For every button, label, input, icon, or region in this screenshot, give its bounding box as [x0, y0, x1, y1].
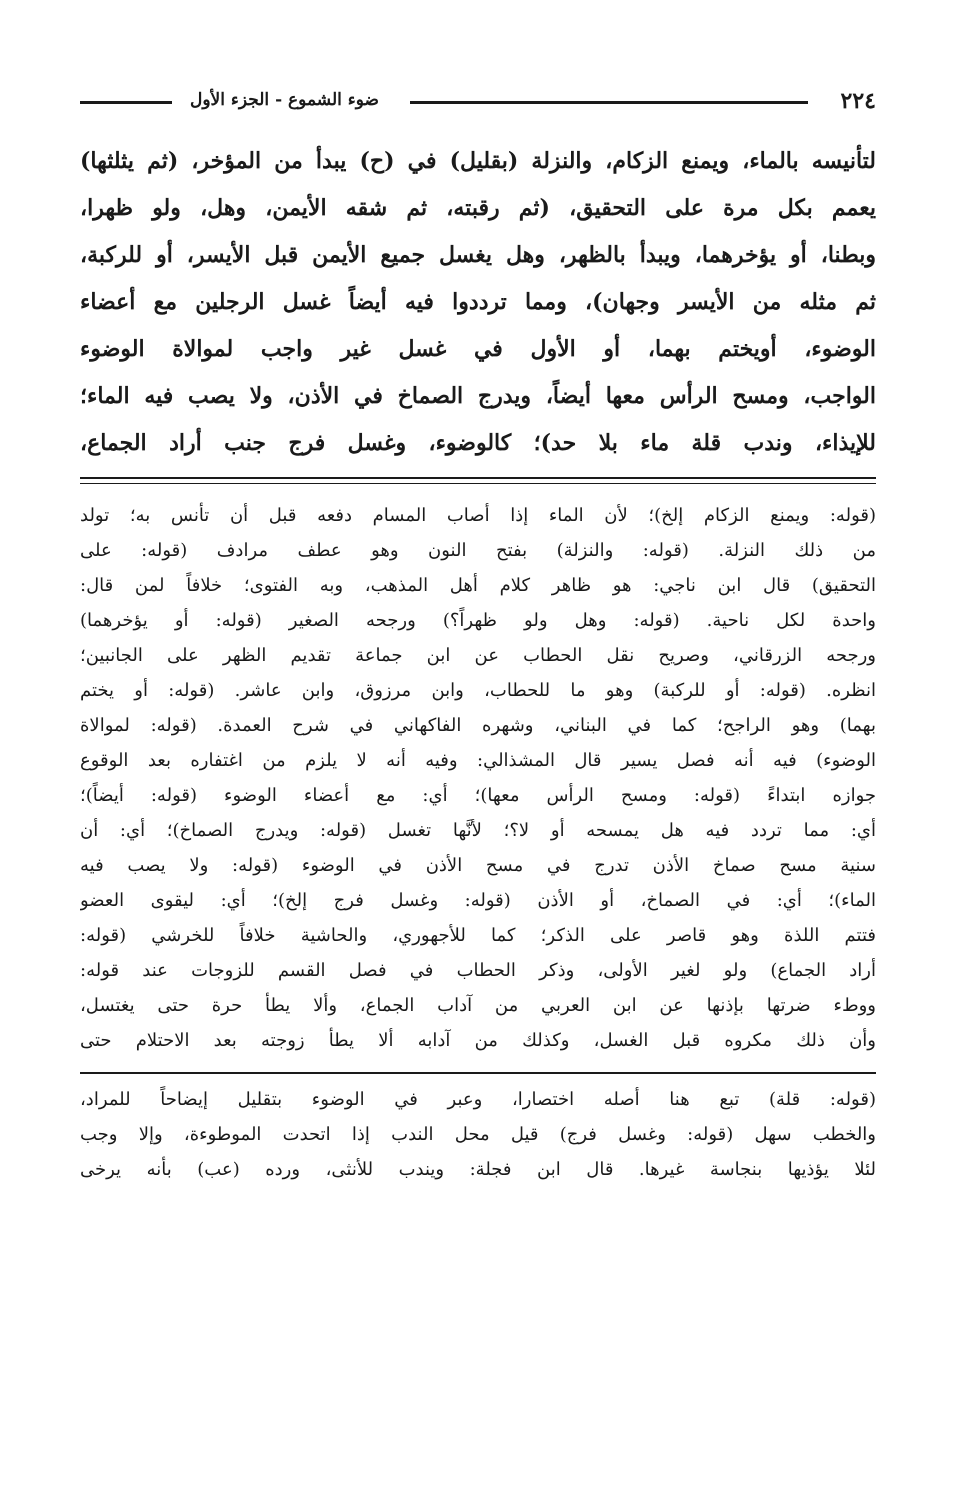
- commentary-line: فتتم اللذة وهو قاصر على الذكر؛ كما للأجهوري، والحاشية خلافاً للخرشي (قوله:: [80, 925, 876, 946]
- main-line: الواجب، ومسح الرأس معها أيضاً، ويدرج الصماخ في الأذن، ولا يصب فيه الماء؛: [80, 383, 876, 409]
- main-line: يعمم بكل مرة على التحقيق، (ثم رقبته، ثم شقه الأيمن، وهل، ولو ظهرا،: [80, 195, 876, 221]
- double-separator: [80, 477, 876, 484]
- main-line: للإيذاء، وندب قلة ماء بلا حد)؛ كالوضوء، وغسل فرج جنب أراد الجماع،: [80, 430, 876, 456]
- main-line: الوضوء، أويختم بهما، أو الأول في غسل غير واجب لموالاة الوضوء: [80, 336, 876, 362]
- main-line: ثم مثله من الأيسر وجهان)، ومما ترددوا فيه أيضاً غسل الرجلين مع أعضاء: [80, 289, 876, 315]
- main-line: لتأنيسه بالماء، ويمنع الزكام، والنزلة (بقليل) في (ح) يبدأ من المؤخر، (ثم يثلثها): [80, 148, 876, 174]
- commentary-line: ورجحه الزرقاني، وصريح نقل الحطاب عن ابن جماعة تقديم الظهر على الجانبين؛: [80, 645, 876, 666]
- commentary-line: أراد الجماع) ولو لغير الأولى، وذكر الحطاب في فصل القسم للزوجات عند قوله:: [80, 960, 876, 981]
- commentary-line: الماء)؛ أي: في الصماخ، أو الأذن (قوله: وغسل فرج إلخ)؛ أي: ليقوى العضو: [80, 890, 876, 911]
- commentary-line: سنية مسح صماخ الأذن تدرج في مسح الأذن في الوضوء (قوله: ولا يصب فيه: [80, 855, 876, 876]
- header-rule: [410, 101, 808, 104]
- page-header: [80, 82, 876, 122]
- running-title: ضوء الشموع - الجزء الأول: [190, 90, 379, 110]
- commentary-line: من ذلك النزلة. (قوله: والنزلة) بفتح النون وهو عطف مرادف (قوله: على: [80, 540, 876, 561]
- commentary-line: الوضوء) فيه أنه فصل يسير قال المشذالي: وفيه أنه لا يلزم من اغتفاره بعد الوقوع: [80, 750, 876, 771]
- main-text: [80, 138, 876, 467]
- footnote-line: (قوله: قلة) تبع هنا أصله اختصارا، وعبر في الوضوء بتقليل إيضاحاً للمراد،: [80, 1089, 876, 1110]
- commentary-line: وأن ذلك مكروه قبل الغسل، وكذلك من آدابه ألا يطأ زوجته بعد الاحتلام حتى: [80, 1030, 876, 1051]
- footnote-separator: [80, 1072, 876, 1074]
- page-number: ٢٢٤: [840, 88, 876, 114]
- commentary-line: انظره. (قوله: أو للركبة) وهو ما للحطاب، وابن مرزوق، وابن عاشر. (قوله: أو يختم: [80, 680, 876, 701]
- commentary-line: التحقيق) قال ابن ناجي: هو ظاهر كلام أهل المذهب، وبه الفتوى؛ خلافاً لمن قال:: [80, 575, 876, 596]
- commentary-line: ووطء ضرتها بإذنها عن ابن العربي من آداب الجماع، وألا يطأ حرة حتى يغتسل،: [80, 995, 876, 1016]
- commentary-line: بهما) وهو الراجح؛ كما في البناني، وشهره الفاكهاني في شرح العمدة. (قوله: لموالاة: [80, 715, 876, 736]
- footnote-line: لئلا يؤذيها بنجاسة غيرها. قال ابن فجلة: ويندب للأنثى، ورده (عب) بأنه يرخى: [80, 1159, 876, 1180]
- main-line: وبطنا، أو يؤخرهما، ويبدأ بالظهر، وهل يغسل جميع الأيمن قبل الأيسر، أو للركبة،: [80, 242, 876, 268]
- commentary-text: [80, 498, 876, 1058]
- commentary-line: (قوله: ويمنع الزكام إلخ)؛ لأن الماء إذا أصاب المسام دفعه قبل أن تأنس به؛ تولد: [80, 505, 876, 526]
- footnote-line: والخطب سهل (قوله: وغسل فرج) قيل محل الندب إذا اتحدت الموطوءة، وإلا وجب: [80, 1124, 876, 1145]
- footnote-text: [80, 1082, 876, 1187]
- commentary-line: أي: مما تردد فيه هل يمسحه أو لا؟؛ لأنَّها تغسل (قوله: ويدرج الصماخ)؛ أي: أن: [80, 820, 876, 841]
- commentary-line: واحدة لكل ناحية. (قوله: وهل ولو ظهراً؟) ورجحه الصغير (قوله: أو يؤخرهما): [80, 610, 876, 631]
- header-rule-end: [80, 101, 172, 104]
- commentary-line: جوازه ابتداءً (قوله: ومسح الرأس معها)؛ أي: مع أعضاء الوضوء (قوله: أيضاً)؛: [80, 785, 876, 806]
